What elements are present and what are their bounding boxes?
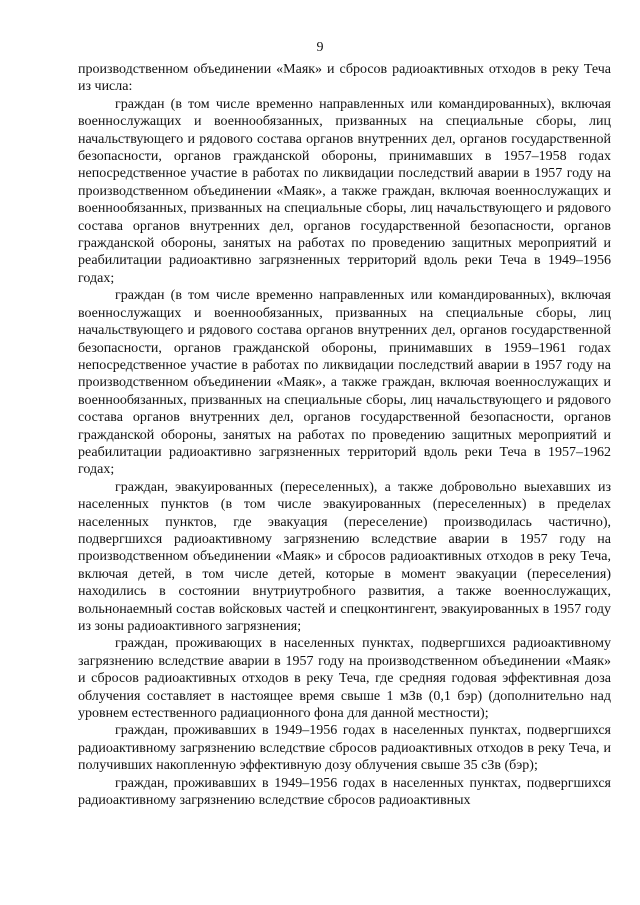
paragraph: граждан, эвакуированных (переселенных), а также добровольно выехавших из населенных пунктов (в том числе эвакуированных (переселенных) в пределах населенных пунктов, где эвакуация (переселение) производилась частично), подвергшихся радиоактивному загрязнению вследствие аварии в 1957 году на производственном объединении «Маяк» и сбросов радиоактивных отходов в реку Теча, включая детей, в том числе детей, которые в момент эвакуации (переселения) находились в состоянии внутриутробного развития, а также военнослужащих, вольнонаемный состав войсковых частей и спецконтингент, эвакуированных в 1957 году из зоны радиоактивного загрязнения;: [78, 479, 611, 634]
page-number: 9: [316, 40, 324, 55]
paragraph: граждан (в том числе временно направленных или командированных), включая военнослужащих и военнообязанных, призванных на специальные сборы, лиц начальствующего и рядового состава органов внутренних дел, органов государственной безопасности, органов гражданской обороны, принимавших в 1959–1961 годах непосредственное участие в работах по ликвидации последствий аварии в 1957 году на производственном объединении «Маяк», а также граждан, включая военнослужащих и военнообязанных, призванных на специальные сборы, лиц начальствующего и рядового состава органов внутренних дел, органов государственной безопасности, органов гражданской обороны, занятых на работах по проведению защитных мероприятий и реабилитации радиоактивно загрязненных территорий вдоль реки Теча в 1957–1962 годах;: [78, 288, 611, 478]
paragraph-continuation: производственном объединении «Маяк» и сбросов радиоактивных отходов в реку Теча из числа:: [78, 62, 611, 95]
paragraph: граждан, проживавших в 1949–1956 годах в населенных пунктах, подвергшихся радиоактивному загрязнению вследствие сбросов радиоактивных отходов в реку Теча, и получивших накопленную эффективную дозу облучения свыше 35 сЗв (бэр);: [78, 723, 611, 774]
paragraph: граждан, проживающих в населенных пунктах, подвергшихся радиоактивному загрязнению вследствие аварии в 1957 году на производственном объединении «Маяк» и сбросов радиоактивных отходов в реку Теча, где средняя годовая эффективная доза облучения составляет в настоящее время свыше 1 мЗв (0,1 бэр) (дополнительно над уровнем естественного радиационного фона для данной местности);: [78, 636, 611, 722]
paragraph: граждан, проживавших в 1949–1956 годах в населенных пунктах, подвергшихся радиоактивному загрязнению вследствие сбросов радиоактивных: [78, 775, 611, 809]
document-body: [78, 61, 611, 809]
paragraph: граждан (в том числе временно направленных или командированных), включая военнослужащих и военнообязанных, призванных на специальные сборы, лиц начальствующего и рядового состава органов внутренних дел, органов государственной безопасности, органов гражданской обороны, принимавших в 1957–1958 годах непосредственное участие в работах по ликвидации последствий аварии в 1957 году на производственном объединении «Маяк», а также граждан, включая военнослужащих и военнообязанных, призванных на специальные сборы, лиц начальствующего и рядового состава органов внутренних дел, органов государственной безопасности, органов гражданской обороны, занятых на работах по проведению защитных мероприятий и реабилитации радиоактивно загрязненных территорий вдоль реки Теча в 1949–1956 годах;: [78, 96, 611, 286]
